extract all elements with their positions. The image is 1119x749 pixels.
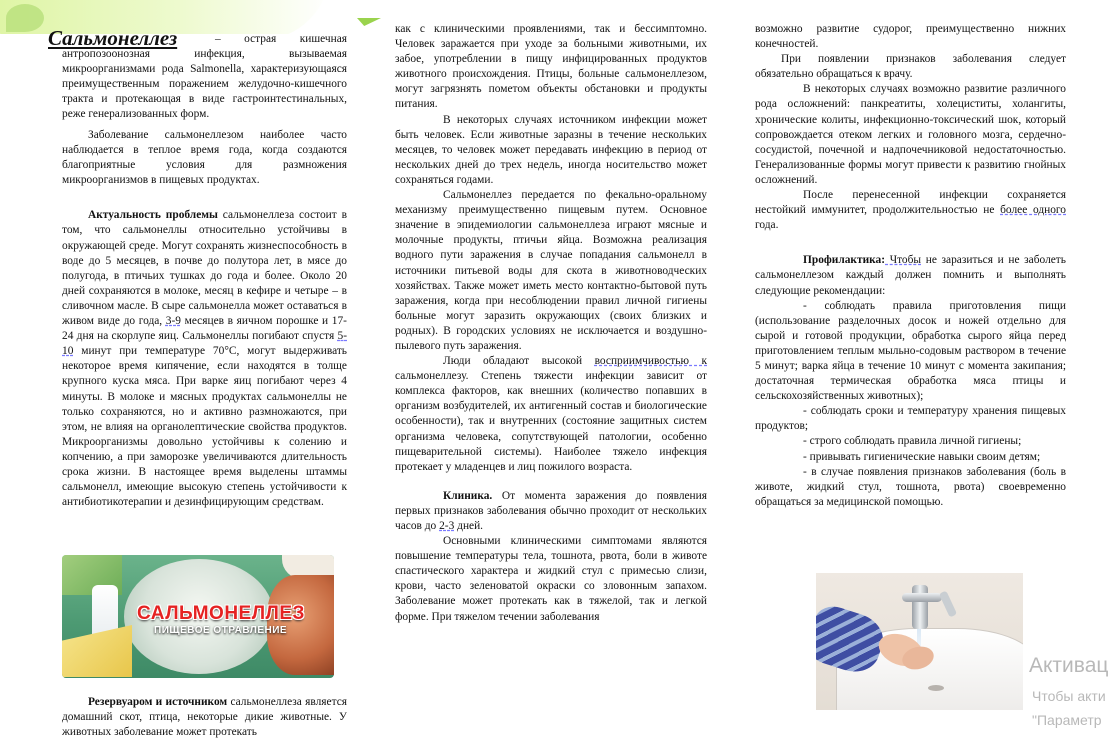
activation-watermark-line: Чтобы акти — [1032, 688, 1106, 704]
column-1 — [62, 128, 347, 510]
paragraph: Основными клиническими симптомами являются повышение температуры тела, тошнота, рвота, боли в животе спастического характера и жидкий стул с примесью слизи, крови, часто зеленоватой окраски со зловонным запахом. Заболевание может протекать как в тяжелой, так и легкой форме. При тяжелом течении заболевания — [395, 535, 707, 623]
title-definition: – острая кишечная антропозоонозная инфекция, вызываемая микроорганизмами рода Salmonella, характеризующаяся преимущественным поражением желудочно-кишечного тракта и протекающая в виде гастроинтестинальных, реже генерализованных форм. — [62, 33, 347, 121]
image-title: САЛЬМОНЕЛЛЕЗ — [137, 603, 305, 624]
paragraph-prevention: Профилактика: Чтобы не заразиться и не заболеть сальмонеллезом каждый должен помнить и выполнять следующие рекомендации: — [755, 254, 1066, 297]
paragraph: В некоторых случаях возможно развитие различного рода осложнений: панкреатиты, холециститы, холангиты, хронические колиты, инфекционно-токсический шок, который сопровождается отеком легких и головного мозга, сердечно-сосудистой, почечной и надпочечниковой недостаточностью. Генерализованные формы могут привести к развитию гнойных осложнений. — [755, 83, 1066, 186]
paragraph: После перенесенной инфекции сохраняется нестойкий иммунитет, продолжительностью не более одного года. — [755, 189, 1066, 232]
paragraph-clinic: Клиника. От момента заражения до появления первых признаков заболевания обычно проходит от нескольких часов до 2-3 дней. — [395, 489, 707, 532]
list-item: - соблюдать правила приготовления пищи (использование разделочных досок и ножей отдельно для сырой и готовой продукции, обработка сырого яйца перед приготовлением теплым мыльно-содовым раствором в течение 5 минут; варка яйца в течение 10 минут с момента закипания; достаточная термическая обработка мяса птицы и сельскохозяйственных животных); — [755, 299, 1066, 403]
paragraph: При появлении признаков заболевания следует обязательно обращаться к врачу. — [755, 53, 1066, 81]
paragraph: В некоторых случаях источником инфекции может быть человек. Если животные заразны в течение нескольких месяцев, то человек может передавать инфекцию в период от нескольких дней до трех недель, иногда носительство может сохраняться годами. — [395, 113, 707, 186]
salmonellosis-image — [62, 555, 334, 678]
paragraph-relevance: Актуальность проблемы сальмонеллеза состоит в том, что сальмонеллы относительно устойчивы в окружающей среде. Могут сохранять жизнеспособность в воде до 5 месяцев, в почве до полутора лет, в мясе до полугода, в птичьих тушках до года и более. Около 20 дней сохраняются в молоке, месяц в кефире и четыре – в сливочном масле. В сыре сальмонелла может оставаться в живом виде до года, 3-9 месяцев в яичном порошке и 17-24 дня на скорлупе яиц. Сальмонеллы погибают спустя 5-10 минут при температуре 70°С, могут выдерживать некоторое время кипячение, если находятся в толще крупного куска мяса. При варке яиц погибают через 4 минуты. В молоке и мясных продуктах сальмонеллы не только сохраняются, но и активно размножаются, при этом, не влияя на органолептические свойства продуктов. Микроорганизмы довольно устойчивы к солению и копчению, а при заморозке увеличиваются длительность срока жизни. В настоящее время выделены штаммы сальмонелл, имеющие высокую степень устойчивости к антибиотикотерапии и дезинфицирующим средствам. — [62, 209, 347, 509]
paragraph: Люди обладают высокой восприимчивостью к сальмонеллезу. Степень тяжести инфекции зависит от комплекса факторов, как внешних (количество попавших в организм возбудителей, их антигенный состав и биологические особенности), так и внутренних (состояние защитных систем организма человека, сопутствующей патологии, особенно пищеварительной системы). Наиболее тяжело инфекция протекает у младенцев и лиц пожилого возраста. — [395, 355, 707, 473]
paragraph-reservoir: Резервуаром и источником сальмонеллеза является домашний скот, птица, некоторые дикие животные. У животных заболевание может протекать — [62, 696, 347, 739]
corner-leaf-decoration — [357, 18, 381, 26]
activation-watermark-title: Активац — [1029, 654, 1109, 677]
paragraph: Заболевание сальмонеллезом наиболее часто наблюдается в теплое время года, когда создаются благоприятные условия для размножения микроорганизмов в пищевых продуктах. — [62, 129, 347, 187]
column-3 — [755, 22, 1066, 510]
column-1-bottom — [62, 695, 347, 740]
paragraph: возможно развитие судорог, преимущественно нижних конечностей. — [755, 23, 1066, 51]
paragraph: Сальмонеллез передается по фекально-оральному механизму преимущественно пищевым путем. Основное значение в эпидемиологии сальмонеллеза играют мясные и молочные продукты, птичьи яйца. Возможна реализация водного пути заражения в случае попадания сальмонелл в источники питьевой воды для скота в животноводческих хозяйствах. Также может иметь место контактно-бытовой путь заражения, когда при несоблюдении правил личной гигиены больные могут заразить окружающих (своих близких и родных). В городских условиях не исключается и воздушно-пылевого путь заражения. — [395, 189, 707, 352]
paragraph: как с клиническими проявлениями, так и бессимптомно. Человек заражается при уходе за больными животными, их забое, употреблении в пищу инфицированных продуктов животного происхождения. Птицы, больные сальмонеллезом, могут загрязнять пометом объекты обстановки и продукты питания. — [395, 23, 707, 111]
image-subtitle: ПИЩЕВОЕ ОТРАВЛЕНИЕ — [154, 625, 288, 636]
list-item: - строго соблюдать правила личной гигиены; — [803, 435, 1022, 448]
column-2 — [395, 22, 707, 625]
list-item: - привывать гигиенические навыки своим детям; — [803, 450, 1041, 463]
handwashing-image — [816, 573, 1023, 710]
activation-watermark-line: "Параметр — [1032, 712, 1102, 728]
page-title: Сальмонеллез — [48, 26, 178, 50]
list-item: - соблюдать сроки и температуру хранения пищевых продуктов; — [755, 405, 1066, 433]
list-item: - в случае появления признаков заболевания (боль в животе, жидкий стул, тошнота, рвота) своевременно обращаться за медицинской помощью. — [755, 465, 1066, 508]
